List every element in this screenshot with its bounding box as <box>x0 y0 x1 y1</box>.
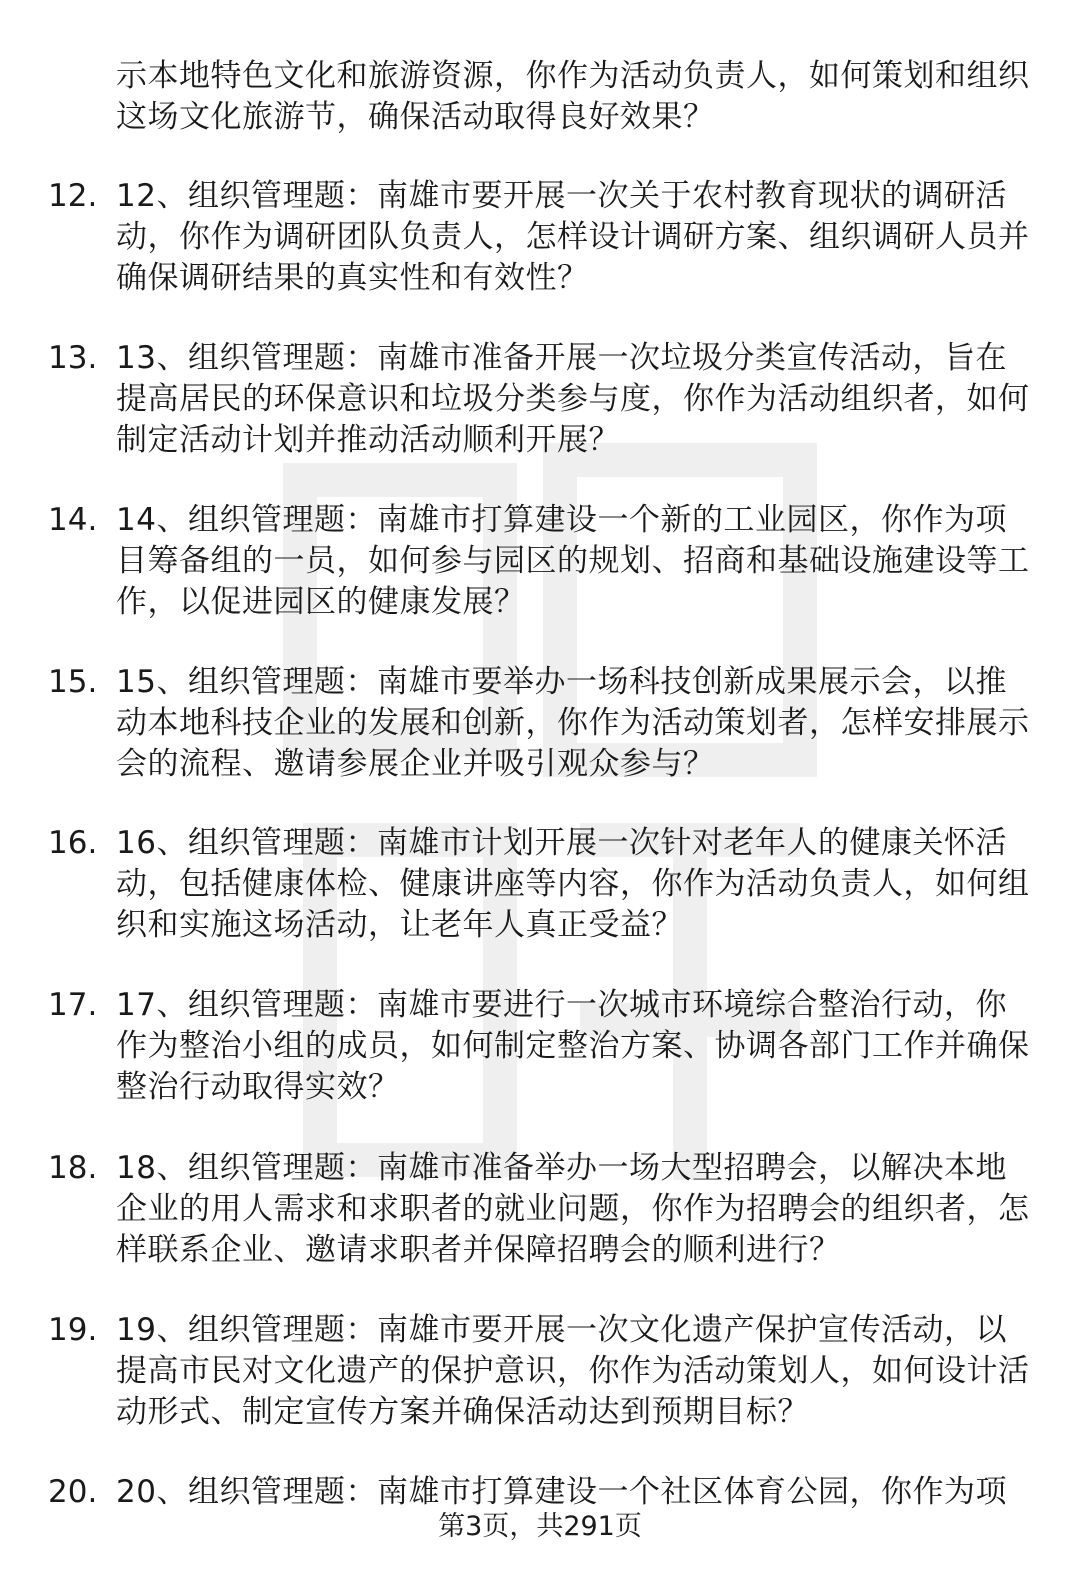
question-number: 17. <box>48 987 98 1023</box>
question-number: 13. <box>48 340 98 376</box>
question-text: 16、组织管理题：南雄市计划开展一次针对老年人的健康关怀活动，包括健康体检、健康讲座等内容，你作为活动负责人，如何组织和实施这场活动，让老年人真正受益？ <box>116 825 1030 943</box>
question-text: 13、组织管理题：南雄市准备开展一次垃圾分类宣传活动，旨在提高居民的环保意识和垃圾分类参与度，你作为活动组织者，如何制定活动计划并推动活动顺利开展？ <box>116 340 1030 458</box>
continuation-text: 示本地特色文化和旅游资源，你作为活动负责人，如何策划和组织这场文化旅游节，确保活动取得良好效果？ <box>116 58 1030 135</box>
question-number: 14. <box>48 502 98 538</box>
question-number: 16. <box>48 825 98 861</box>
question-text: 17、组织管理题：南雄市要进行一次城市环境综合整治行动，你作为整治小组的成员，如何制定整治方案、协调各部门工作并确保整治行动取得实效？ <box>116 987 1030 1105</box>
page-footer: 第3页，共291页 <box>438 1511 642 1542</box>
question-number: 18. <box>48 1150 98 1186</box>
question-number: 19. <box>48 1312 98 1348</box>
question-text: 19、组织管理题：南雄市要开展一次文化遗产保护宣传活动，以提高市民对文化遗产的保护意识，你作为活动策划人，如何设计活动形式、制定宣传方案并确保活动达到预期目标？ <box>116 1312 1030 1430</box>
question-text: 18、组织管理题：南雄市准备举办一场大型招聘会，以解决本地企业的用人需求和求职者的就业问题，你作为招聘会的组织者，怎样联系企业、邀请求职者并保障招聘会的顺利进行？ <box>116 1150 1030 1268</box>
question-number: 15. <box>48 664 98 700</box>
question-number: 20. <box>48 1474 98 1510</box>
question-text: 15、组织管理题：南雄市要举办一场科技创新成果展示会，以推动本地科技企业的发展和创新，你作为活动策划者，怎样安排展示会的流程、邀请参展企业并吸引观众参与？ <box>116 664 1030 782</box>
question-text: 14、组织管理题：南雄市打算建设一个新的工业园区，你作为项目筹备组的一员，如何参与园区的规划、招商和基础设施建设等工作，以促进园区的健康发展？ <box>116 502 1030 620</box>
question-text: 20、组织管理题：南雄市打算建设一个社区体育公园，你作为项 <box>116 1474 1007 1510</box>
question-text: 12、组织管理题：南雄市要开展一次关于农村教育现状的调研活动，你作为调研团队负责人，怎样设计调研方案、组织调研人员并确保调研结果的真实性和有效性？ <box>116 178 1030 296</box>
question-number: 12. <box>48 178 98 214</box>
